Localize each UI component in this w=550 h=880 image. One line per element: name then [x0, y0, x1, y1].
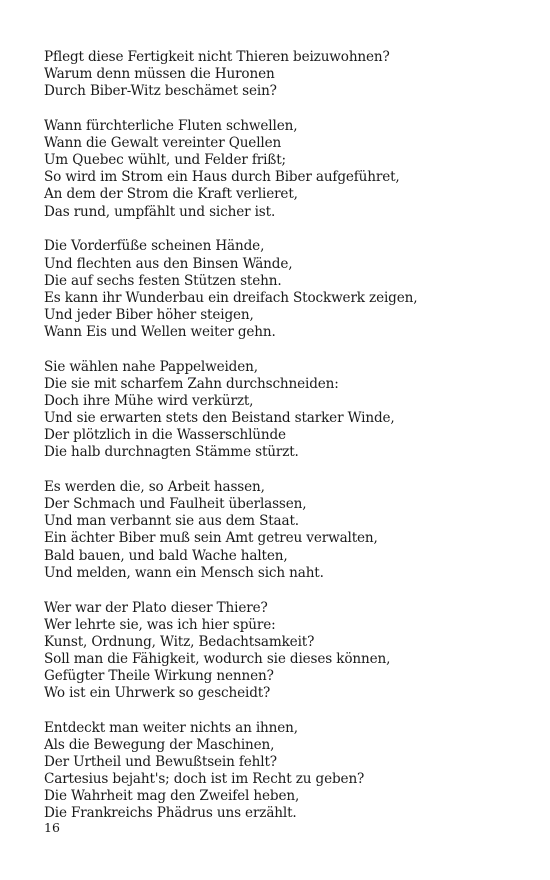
verse-line: Die sie mit scharfem Zahn durchschneiden: — [44, 375, 339, 392]
verse-line: Es werden die, so Arbeit hassen, — [44, 479, 265, 496]
verse-line: Durch Biber-Witz beschämet sein? — [44, 83, 277, 100]
verse-line: Der plötzlich in die Wasserschlünde — [44, 427, 286, 444]
verse-line: Als die Bewegung der Maschinen, — [44, 736, 275, 753]
verse-line: Die Vorderfüße scheinen Hände, — [44, 238, 265, 255]
verse-line: Um Quebec wühlt, und Felder frißt; — [44, 152, 286, 169]
verse-line: An dem der Strom die Kraft verlieret, — [44, 186, 298, 203]
stanza-2 — [44, 118, 514, 221]
verse-line: Wer lehrte sie, was ich hier spüre: — [44, 616, 276, 633]
verse-line: Bald bauen, und bald Wache halten, — [44, 547, 288, 564]
verse-line: Wann Eis und Wellen weiter gehn. — [44, 323, 276, 340]
verse-line: Doch ihre Mühe wird verkürzt, — [44, 392, 254, 409]
verse-line: Der Urtheil und Bewußtsein fehlt? — [44, 754, 277, 771]
verse-line: Und flechten aus den Binsen Wände, — [44, 255, 293, 272]
verse-line: Die Wahrheit mag den Zweifel heben, — [44, 788, 300, 805]
verse-line: Warum denn müssen die Huronen — [44, 66, 275, 83]
verse-line: Soll man die Fähigkeit, wodurch sie dieses können, — [44, 650, 391, 667]
verse-line: Und man verbannt sie aus dem Staat. — [44, 513, 299, 530]
stanza-4 — [44, 359, 514, 462]
stanza-7 — [44, 720, 514, 823]
verse-line: Sie wählen nahe Pappelweiden, — [44, 358, 258, 375]
verse-line: Die Frankreichs Phädrus uns erzählt. — [44, 805, 297, 822]
verse-line: Es kann ihr Wunderbau ein dreifach Stockwerk zeigen, — [44, 289, 418, 306]
verse-line: Kunst, Ordnung, Witz, Bedachtsamkeit? — [44, 633, 315, 650]
verse-line: Ein ächter Biber muß sein Amt getreu verwalten, — [44, 530, 378, 547]
poem-text — [44, 49, 514, 840]
verse-line: Pflegt diese Fertigkeit nicht Thieren beizuwohnen? — [44, 49, 390, 65]
stanza-3 — [44, 238, 514, 341]
verse-line: Wo ist ein Uhrwerk so gescheidt? — [44, 684, 271, 701]
verse-line: Wer war der Plato dieser Thiere? — [44, 599, 268, 616]
page-number: 16 — [44, 820, 60, 835]
verse-line: Das rund, umpfählt und sicher ist. — [44, 203, 276, 220]
verse-line: Der Schmach und Faulheit überlassen, — [44, 496, 307, 513]
verse-line: Entdeckt man weiter nichts an ihnen, — [44, 719, 298, 736]
verse-line: Und melden, wann ein Mensch sich naht. — [44, 564, 324, 581]
verse-line: Und sie erwarten stets den Beistand starker Winde, — [44, 410, 395, 427]
verse-line: Wann fürchterliche Fluten schwellen, — [44, 118, 298, 135]
verse-line: Gefügter Theile Wirkung nennen? — [44, 667, 274, 684]
verse-line: Die halb durchnagten Stämme stürzt. — [44, 444, 299, 461]
verse-line: Cartesius bejaht's; doch ist im Recht zu geben? — [44, 771, 365, 788]
verse-line: So wird im Strom ein Haus durch Biber aufgeführet, — [44, 169, 400, 186]
verse-line: Und jeder Biber höher steigen, — [44, 306, 254, 323]
stanza-6 — [44, 600, 514, 703]
verse-line: Wann die Gewalt vereinter Quellen — [44, 135, 282, 152]
stanza-1 — [44, 49, 514, 100]
verse-line: Die auf sechs festen Stützen stehn. — [44, 272, 282, 289]
stanza-5 — [44, 479, 514, 582]
